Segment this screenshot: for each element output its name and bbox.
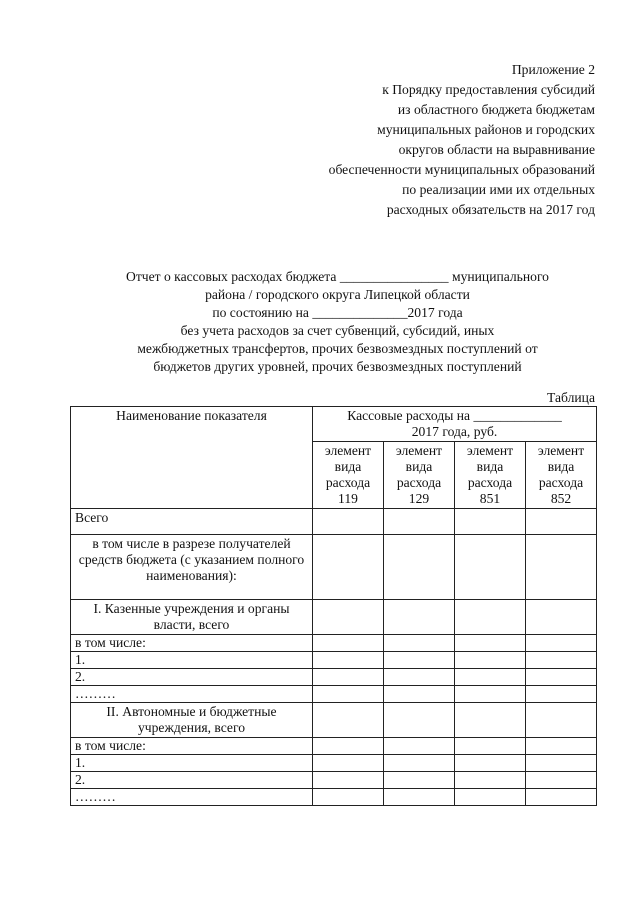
report-title-line: без учета расходов за счет субвенций, субсидий, иных [180, 323, 495, 338]
cash-expenses-header [313, 407, 597, 442]
value-cell [313, 686, 384, 703]
row-label: ……… [71, 686, 313, 703]
column-header-852: элемент вида расхода 852 [526, 442, 597, 509]
value-cell [384, 652, 455, 669]
appendix-line: расходных обязательств на 2017 год [386, 202, 595, 217]
table-row [71, 686, 597, 703]
table-row [71, 535, 597, 600]
value-cell [384, 789, 455, 806]
row-label: ……… [71, 789, 313, 806]
value-cell [384, 535, 455, 600]
row-label: в том числе в разрезе получателей средств бюджета (с указанием полного наименования): [71, 535, 313, 600]
appendix-line: Приложение 2 [511, 62, 595, 77]
value-cell [526, 652, 597, 669]
report-title-line: по состоянию на ______________2017 года [212, 305, 463, 320]
column-header-119: элемент вида расхода 119 [313, 442, 384, 509]
value-cell [526, 635, 597, 652]
table-row [71, 755, 597, 772]
value-cell [455, 755, 526, 772]
column-header-129: элемент вида расхода 129 [384, 442, 455, 509]
row-label: 2. [71, 669, 313, 686]
value-cell [313, 772, 384, 789]
value-cell [455, 600, 526, 635]
value-cell [384, 600, 455, 635]
appendix-line: округов области на выравнивание [398, 142, 595, 157]
appendix-line: муниципальных районов и городских [377, 122, 595, 137]
table-row [71, 772, 597, 789]
report-title-line: Отчет о кассовых расходах бюджета ________________ муниципального [126, 269, 549, 284]
value-cell [455, 535, 526, 600]
value-cell [384, 686, 455, 703]
value-cell [384, 669, 455, 686]
table-row [71, 635, 597, 652]
appendix-line: из областного бюджета бюджетам [397, 102, 595, 117]
table-caption: Таблица [547, 390, 595, 405]
report-title-line: бюджетов других уровней, прочих безвозмездных поступлений [153, 359, 522, 374]
value-cell [455, 772, 526, 789]
value-cell [313, 703, 384, 738]
value-cell [455, 509, 526, 535]
value-cell [526, 755, 597, 772]
report-table [70, 406, 597, 806]
value-cell [455, 652, 526, 669]
report-title [60, 268, 615, 376]
value-cell [384, 772, 455, 789]
table-row [71, 509, 597, 535]
value-cell [384, 509, 455, 535]
table-row [71, 652, 597, 669]
row-label: 1. [71, 755, 313, 772]
table-row [71, 738, 597, 755]
value-cell [313, 635, 384, 652]
table-row [71, 669, 597, 686]
value-cell [313, 509, 384, 535]
value-cell [455, 635, 526, 652]
value-cell [526, 600, 597, 635]
value-cell [384, 738, 455, 755]
value-cell [313, 789, 384, 806]
row-label: в том числе: [71, 635, 313, 652]
value-cell [313, 738, 384, 755]
value-cell [526, 738, 597, 755]
value-cell [384, 635, 455, 652]
row-label: 1. [71, 652, 313, 669]
cash-expenses-header-line: 2017 года, руб. [411, 424, 498, 439]
row-label: Всего [71, 509, 313, 535]
value-cell [313, 755, 384, 772]
value-cell [455, 703, 526, 738]
value-cell [526, 772, 597, 789]
appendix-line: обеспеченности муниципальных образований [328, 162, 595, 177]
value-cell [526, 509, 597, 535]
name-column-header: Наименование показателя [71, 407, 313, 509]
value-cell [455, 738, 526, 755]
value-cell [313, 600, 384, 635]
column-header-851: элемент вида расхода 851 [455, 442, 526, 509]
row-label: I. Казенные учреждения и органы власти, всего [71, 600, 313, 635]
value-cell [526, 686, 597, 703]
value-cell [313, 669, 384, 686]
value-cell [313, 652, 384, 669]
value-cell [526, 703, 597, 738]
appendix-line: по реализации ими их отдельных [402, 182, 595, 197]
cash-expenses-header-line: Кассовые расходы на _____________ [347, 408, 562, 423]
report-title-line: межбюджетных трансфертов, прочих безвозмездных поступлений от [137, 341, 538, 356]
row-label: II. Автономные и бюджетные учреждения, всего [71, 703, 313, 738]
value-cell [526, 535, 597, 600]
value-cell [526, 669, 597, 686]
value-cell [455, 669, 526, 686]
report-title-line: района / городского округа Липецкой области [205, 287, 470, 302]
row-label: 2. [71, 772, 313, 789]
value-cell [384, 703, 455, 738]
table-row [71, 789, 597, 806]
table-row [71, 703, 597, 738]
value-cell [526, 789, 597, 806]
row-label: в том числе: [71, 738, 313, 755]
appendix-header [265, 60, 595, 220]
value-cell [313, 535, 384, 600]
appendix-line: к Порядку предоставления субсидий [382, 82, 595, 97]
table-row [71, 600, 597, 635]
value-cell [455, 686, 526, 703]
value-cell [384, 755, 455, 772]
value-cell [455, 789, 526, 806]
